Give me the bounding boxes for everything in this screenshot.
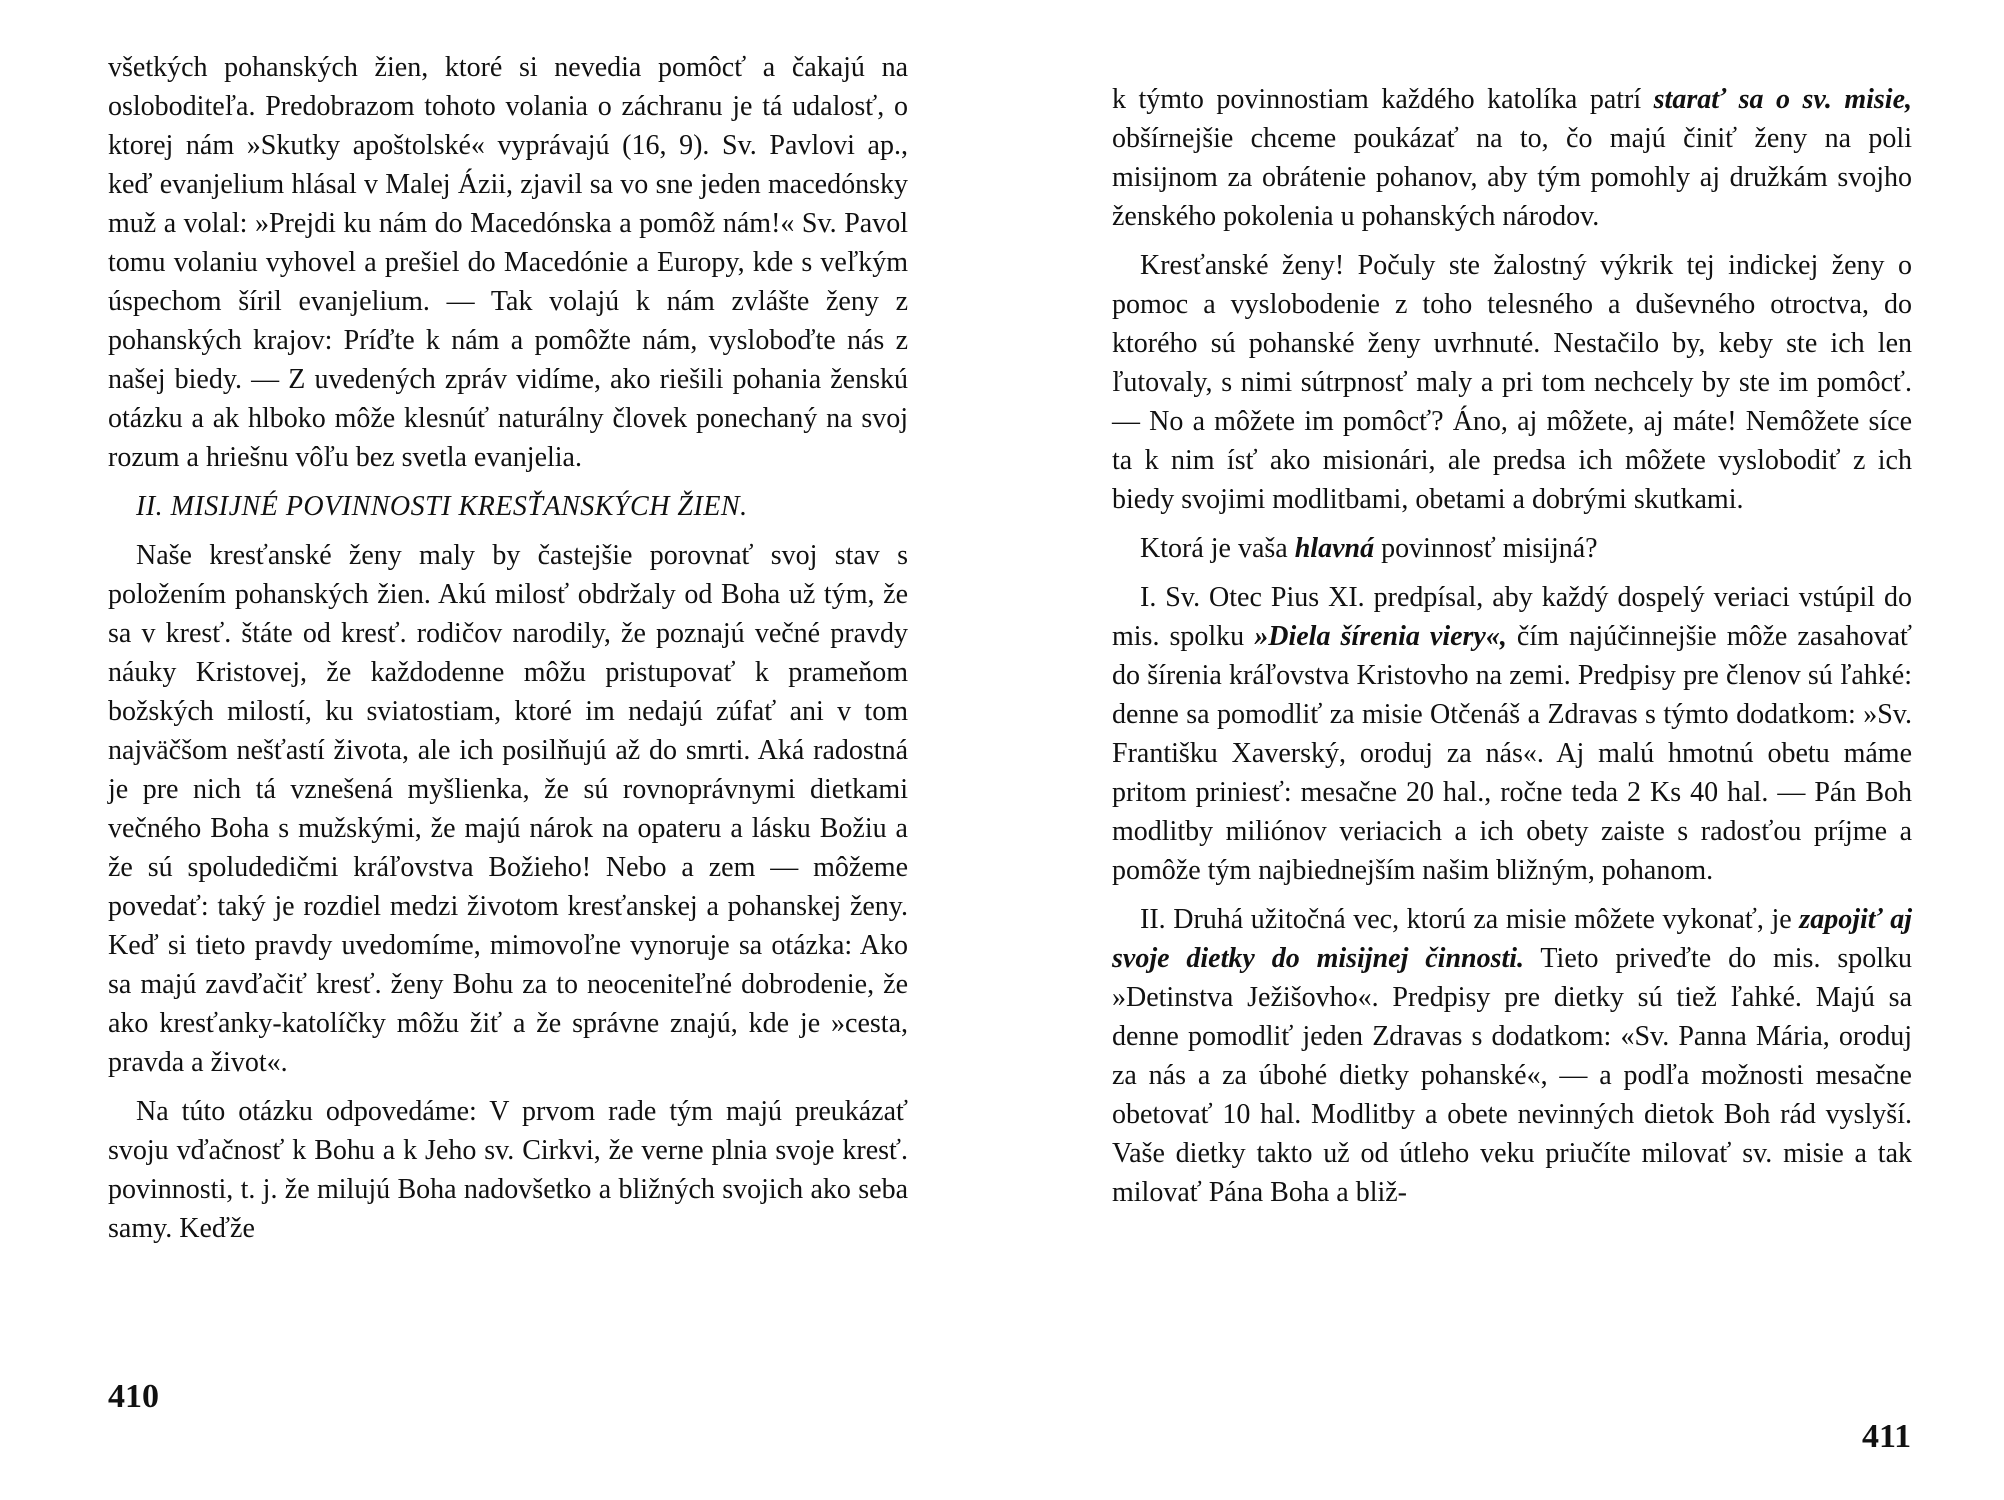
right-page: [1002, 0, 2004, 1500]
right-paragraph-3: [1112, 529, 1912, 568]
page-number-right: 411: [1862, 1418, 1912, 1455]
right-paragraph-5: [1112, 900, 1912, 1212]
text-run: povinnosť misijná?: [1374, 533, 1598, 564]
text-run: Tieto priveďte do mis. spolku »Detinstva Ježišovho«. Predpisy pre dietky sú tiež ľahké. Majú sa denne pomodliť jeden Zdravas s dodatkom: «Sv. Panna Mária, oroduj za nás a za úbohé dietky pohanské«, — a podľa možnosti mesačne obetovať 10 hal. Modlitby a obete nevinných dietok Boh rád vyslyší. Vaše dietky takto už od útleho veku priučíte milovať sv. misie a tak milovať Pána Boha a bliž-: [1112, 943, 1912, 1208]
text-run: I. Sv. Otec Pius XI. predpísal, aby každý dospelý veriaci vstúpil do mis. spolku: [1112, 582, 1912, 652]
right-paragraph-1: [1112, 80, 1912, 236]
text-run: čím najúčinnejšie môže zasahovať do šírenia kráľovstva Kristovho na zemi. Predpisy pre členov sú ľahké: denne sa pomodliť za misie Otčenáš a Zdravas s týmto dodatkom: »Sv. Františku Xaverský, oroduj za nás«. Aj malú hmotnú obetu máme pritom priniesť: mesačne 20 hal., ročne teda 2 Ks 40 hal. — Pán Boh modlitby miliónov veriacich a ich obety zaiste s radosťou príjme a pomôže tým najbiednejším našim bližným, pohanom.: [1112, 621, 1912, 886]
left-page-text: [108, 48, 908, 1258]
text-run: Ktorá je vaša: [1140, 533, 1295, 564]
text-run: obšírnejšie chceme poukázať na to, čo majú činiť ženy na poli misijnom za obrátenie pohanov, aby tým pomohly aj družkám svojho ženského pokolenia u pohanských národov.: [1112, 123, 1912, 232]
text-run: II. Druhá užitočná vec, ktorú za misie môžete vykonať, je: [1140, 904, 1800, 935]
right-page-text: [1112, 80, 1912, 1222]
left-paragraph-1: všetkých pohanských žien, ktoré si nevedia pomôcť a čakajú na osloboditeľa. Predobrazom tohoto volania o záchranu je tá udalosť, o ktorej nám »Skutky apoštolské« vyprávajú (16, 9). Sv. Pavlovi ap., keď evanjelium hlásal v Malej Ázii, zjavil sa vo sne jeden macedónsky muž a volal: »Prejdi ku nám do Macedónska a pomôž nám!« Sv. Pavol tomu volaniu vyhovel a prešiel do Macedónie a Europy, kde s veľkým úspechom šíril evanjelium. — Tak volajú k nám zvlášte ženy z pohanských krajov: Príďte k nám a pomôžte nám, vysloboďte nás z našej biedy. — Z uvedených zpráv vidíme, ako riešili pohania ženskú otázku a ak hlboko môže klesnúť naturálny človek ponechaný na svoj rozum a hriešnu vôľu bez svetla evanjelia.: [108, 52, 908, 473]
left-paragraph-2: Naše kresťanské ženy maly by častejšie porovnať svoj stav s položením pohanských žien. Akú milosť obdržaly od Boha už tým, že sa v kresť. štáte od kresť. rodičov narodily, že poznajú večné pravdy náuky Kristovej, že každodenne môžu pristupovať k prameňom božských milostí, ku sviatostiam, ktoré im nedajú zúfať ani v tom najväčšom nešťastí života, ale ich posilňujú až do smrti. Aká radostná je pre nich tá vznešená myšlienka, že sú rovnoprávnymi dietkami večného Boha s mužskými, že majú nárok na opateru a lásku Božiu a že sú spoludedičmi kráľovstva Božieho! Nebo a zem — môžeme povedať: taký je rozdiel medzi životom kresťanskej a pohanskej ženy. Keď si tieto pravdy uvedomíme, mimovoľne vynoruje sa otázka: Ako sa majú zavďačiť kresť. ženy Bohu za to neoceniteľné dobrodenie, že ako kresťanky-katolíčky môžu žiť a že správne znajú, kde je »cesta, pravda a život«.: [108, 540, 908, 1078]
emphasis-text: zapojiť aj svoje dietky do misijnej činnosti.: [1112, 904, 1912, 974]
right-paragraph-4: [1112, 578, 1912, 890]
emphasis-text: »Diela šírenia viery«,: [1254, 621, 1507, 652]
right-paragraph-2: Kresťanské ženy! Počuly ste žalostný výkrik tej indickej ženy o pomoc a vyslobodenie z toho telesného a duševného otroctva, do ktorého sú pohanské ženy uvrhnuté. Nestačilo by, keby ste ich len ľutovaly, s nimi sútrpnosť maly a pri tom nechcely by ste im pomôcť. — No a môžete im pomôcť? Áno, aj môžete, aj máte! Nemôžete síce ta k nim ísť ako misionári, ale predsa ich môžete vyslobodiť z ich biedy svojimi modlitbami, obetami a dobrými skutkami.: [1112, 250, 1912, 515]
emphasis-text: hlavná: [1294, 533, 1375, 564]
emphasis-text: starať sa o sv. misie,: [1653, 84, 1912, 115]
section-heading: II. MISIJNÉ POVINNOSTI KRESŤANSKÝCH ŽIEN.: [136, 491, 748, 522]
left-paragraph-3: Na túto otázku odpovedáme: V prvom rade tým majú preukázať svoju vďačnosť k Bohu a k Jeho sv. Cirkvi, že verne plnia svoje kresť. povinnosti, t. j. že milujú Boha nadovšetko a bližných svojich ako seba samy. Keďže: [108, 1096, 908, 1244]
text-run: k týmto povinnostiam každého katolíka patrí: [1112, 84, 1654, 115]
page-number-left: 410: [108, 1378, 159, 1415]
